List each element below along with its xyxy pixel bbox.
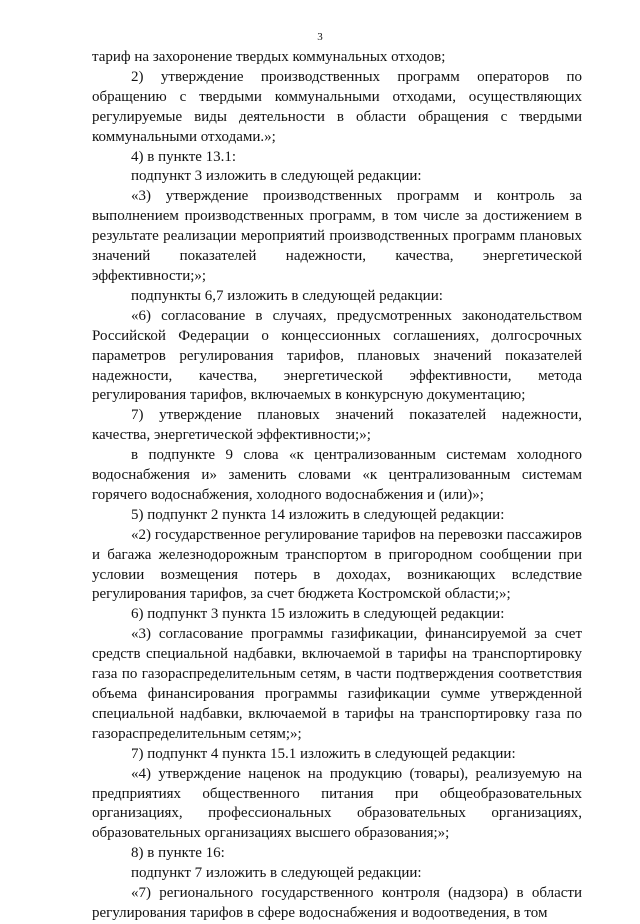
paragraph: подпункт 7 изложить в следующей редакции: — [131, 865, 422, 882]
paragraph: «3) согласование программы газификации, финансируемой за счет средств специальной надбавки, включаемой в тарифы на транспортировку газа по газораспределительным сетям, в части подтверждения соответствия объема финансирования программы газификации сумме утвержденной специальной надбавки, включаемой в тарифы на транспортировку газа по газораспределительным сетям;»; — [92, 626, 582, 742]
page-number: 3 — [317, 31, 323, 43]
paragraph: 8) в пункте 16: — [131, 845, 225, 862]
paragraph: подпункты 6,7 изложить в следующей редакции: — [131, 287, 443, 304]
paragraph: «7) регионального государственного контроля (надзора) в области регулирования тарифов в сфере водоснабжения и водоотведения, в том — [92, 885, 582, 921]
paragraph: в подпункте 9 слова «к централизованным системам холодного водоснабжения и» заменить словами «к централизованным системам горячего водоснабжения, холодного водоснабжения и (или)»; — [92, 447, 582, 503]
paragraph: 2) утверждение производственных программ операторов по обращению с твердыми коммунальными отходами, осуществляющих регулируемые виды деятельности в области обращения с твердыми коммунальными отходами.»; — [92, 68, 582, 145]
paragraph: «6) согласование в случаях, предусмотренных законодательством Российской Федерации о концессионных соглашениях, долгосрочных параметров регулирования тарифов, плановых значений показателей надежности, качества, энергетической эффективности, метода регулирования тарифов, включаемых в конкурсную документацию; — [92, 307, 582, 404]
paragraph: «3) утверждение производственных программ и контроль за выполнением производственных программ, в том числе за достижением в результате реализации мероприятий производственных программ плановых значений показателей надежности, качества, энергетической эффективности;»; — [92, 188, 582, 284]
paragraph: 6) подпункт 3 пункта 15 изложить в следующей редакции: — [131, 606, 505, 623]
paragraph: подпункт 3 изложить в следующей редакции: — [131, 168, 422, 185]
paragraph: 5) подпункт 2 пункта 14 изложить в следующей редакции: — [131, 506, 505, 523]
paragraph: «4) утверждение наценок на продукцию (товары), реализуемую на предприятиях общественного питания при общеобразовательных организациях, профессиональных образовательных организациях, образовательных организациях высшего образования;»; — [92, 765, 582, 842]
document-body — [92, 48, 582, 924]
paragraph: тариф на захоронение твердых коммунальных отходов; — [92, 49, 446, 65]
paragraph: 4) в пункте 13.1: — [131, 148, 237, 165]
paragraph: «2) государственное регулирование тарифов на перевозки пассажиров и багажа железнодорожным транспортом в пригородном сообщении при условии возмещения потерь в доходах, возникающих вследствие регулирования тарифов, за счет бюджета Костромской области;»; — [92, 526, 582, 603]
paragraph: 7) подпункт 4 пункта 15.1 изложить в следующей редакции: — [131, 745, 516, 762]
paragraph: 7) утверждение плановых значений показателей надежности, качества, энергетической эффективности;»; — [92, 407, 582, 444]
